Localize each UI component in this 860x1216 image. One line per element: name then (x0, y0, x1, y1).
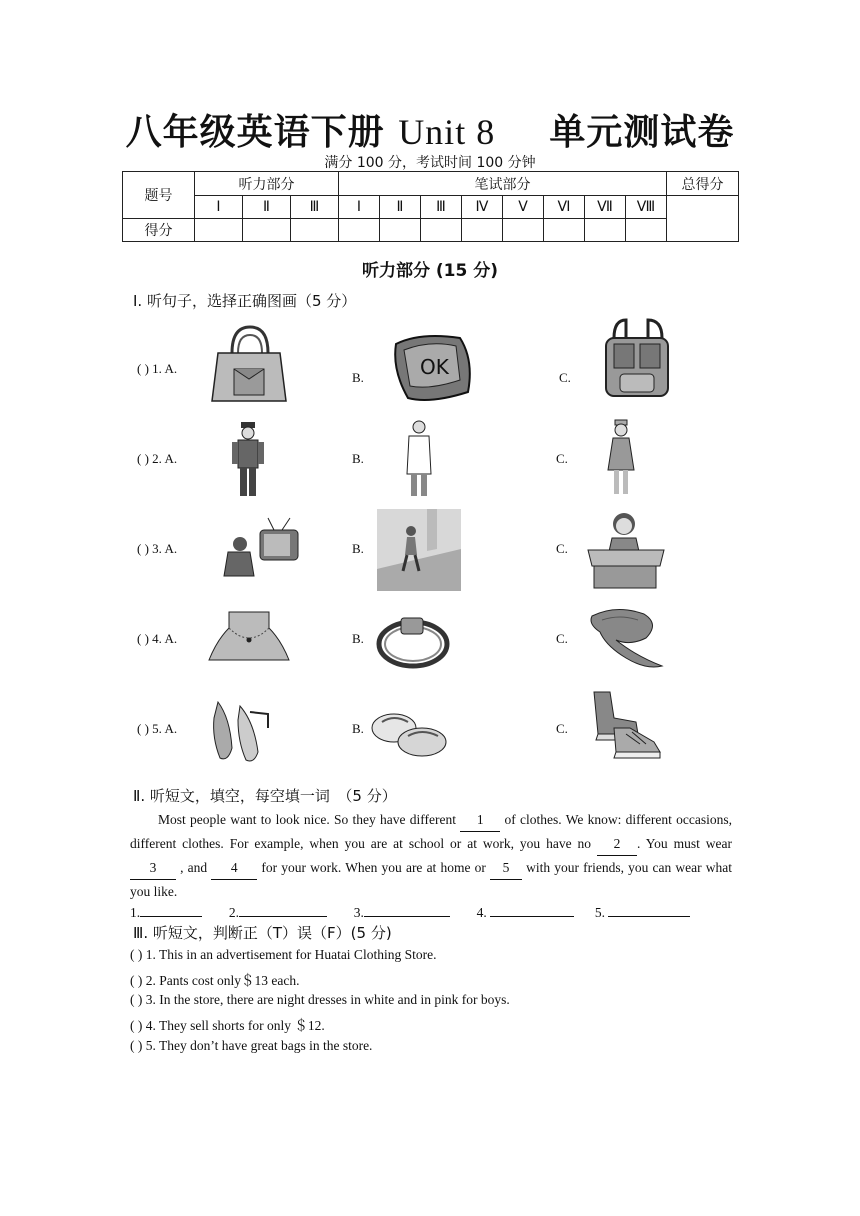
slippers-icon (370, 702, 450, 760)
title-cn2: 单元测试卷 (549, 112, 735, 153)
title-cn1: 八年级英语下册 (125, 112, 385, 153)
score-cell[interactable] (421, 219, 462, 242)
listening-header: 听力部分 (195, 172, 339, 196)
doctor-icon (403, 418, 435, 500)
girl-at-desk-icon (584, 508, 668, 590)
option-b-label: B. (352, 370, 364, 385)
part2-passage (130, 808, 732, 903)
option-b-label: B. (352, 541, 364, 556)
question-4-label: ( ) 4. A. (137, 631, 178, 646)
blank-2[interactable]: 2 (597, 832, 637, 856)
score-cell[interactable] (503, 219, 544, 242)
option-c-label: C. (556, 721, 568, 736)
answer-label: 2. (228, 905, 239, 920)
title-en: Unit 8 (398, 112, 496, 152)
scarf-icon (586, 606, 666, 672)
row-label-score: 得分 (123, 219, 195, 242)
part1-title: Ⅰ. 听句子，选择正确图画（5 分） (133, 292, 357, 310)
tf-item-2[interactable]: ( ) 2. Pants cost only＄13 each. (130, 973, 300, 988)
score-cell[interactable] (291, 219, 339, 242)
necklace-icon (207, 610, 291, 668)
answer-label: 4. (476, 905, 487, 920)
option-c-label: C. (556, 451, 568, 466)
row-label-number: 题号 (123, 172, 195, 219)
passage-text: with your friends, you can wear what you like. (130, 860, 732, 899)
question-3-label: ( ) 3. A. (137, 541, 178, 556)
passage-text: for your work. When you are at home or (257, 860, 490, 875)
score-cell[interactable] (195, 219, 243, 242)
option-b-label: B. (352, 451, 364, 466)
writing-header: 笔试部分 (339, 172, 667, 196)
col-listening-1: Ⅰ (195, 196, 243, 219)
option-c-label: C. (559, 370, 571, 385)
col-writing-4: Ⅳ (462, 196, 503, 219)
col-writing-7: Ⅶ (585, 196, 626, 219)
answer-label: 3. (353, 905, 364, 920)
wallet-icon (390, 330, 476, 406)
svg-text:OK: OK (420, 355, 449, 379)
answer-blank[interactable] (239, 902, 327, 917)
handbag-icon (210, 323, 288, 405)
question-2-label: ( ) 2. A. (137, 451, 178, 466)
passage-text: , and (176, 860, 212, 875)
score-cell[interactable] (380, 219, 421, 242)
answer-label: 1. (130, 905, 141, 920)
answer-line (130, 902, 690, 921)
girl-on-stairs-icon (377, 509, 461, 591)
part3-title: Ⅲ. 听短文，判断正（T）误（F）(5 分) (133, 924, 392, 942)
bracelet-icon (375, 612, 451, 670)
answer-blank[interactable] (140, 902, 202, 917)
question-1-label: ( ) 1. A. (137, 361, 178, 376)
passage-text: of clothes. We know: different occasions, different clothes. For example, when you are at school or at work, you have no (130, 812, 732, 851)
score-table (122, 171, 739, 242)
blank-3[interactable]: 3 (130, 856, 176, 880)
score-cell[interactable] (544, 219, 585, 242)
part2-title: Ⅱ. 听短文，填空，每空填一词 （5 分） (133, 787, 397, 805)
policeman-icon (230, 420, 266, 500)
answer-blank[interactable] (364, 902, 450, 917)
blank-1[interactable]: 1 (460, 808, 500, 832)
page-title (0, 104, 860, 155)
tf-item-3[interactable]: ( ) 3. In the store, there are night dresses in white and in pink for boys. (130, 992, 510, 1007)
high-heels-icon (210, 698, 274, 766)
question-5-label: ( ) 5. A. (137, 721, 178, 736)
tf-item-5[interactable]: ( ) 5. They don’t have great bags in the store. (130, 1038, 373, 1053)
option-c-label: C. (556, 631, 568, 646)
passage-text: Most people want to look nice. So they have different (158, 812, 461, 827)
score-cell[interactable] (339, 219, 380, 242)
option-c-label: C. (556, 541, 568, 556)
blank-4[interactable]: 4 (211, 856, 257, 880)
col-listening-3: Ⅲ (291, 196, 339, 219)
subtitle: 满分 100 分，考试时间 100 分钟 (324, 155, 536, 171)
col-listening-2: Ⅱ (243, 196, 291, 219)
score-cell[interactable] (585, 219, 626, 242)
total-header: 总得分 (667, 172, 739, 196)
total-score-cell[interactable] (667, 196, 739, 242)
answer-label: 5. (594, 905, 605, 920)
col-writing-1: Ⅰ (339, 196, 380, 219)
score-cell[interactable] (243, 219, 291, 242)
col-writing-6: Ⅵ (544, 196, 585, 219)
option-b-label: B. (352, 631, 364, 646)
score-cell[interactable] (462, 219, 503, 242)
passage-text: . You must wear (636, 836, 732, 851)
answer-blank[interactable] (608, 902, 690, 917)
option-b-label: B. (352, 721, 364, 736)
tf-item-4[interactable]: ( ) 4. They sell shorts for only ＄12. (130, 1018, 325, 1033)
watching-tv-icon (218, 516, 304, 582)
score-cell[interactable] (626, 219, 667, 242)
sneakers-icon (588, 688, 664, 760)
nurse-icon (604, 418, 638, 500)
col-writing-2: Ⅱ (380, 196, 421, 219)
col-writing-3: Ⅲ (421, 196, 462, 219)
blank-5[interactable]: 5 (490, 856, 522, 880)
backpack-icon (596, 316, 678, 400)
col-writing-8: Ⅷ (626, 196, 667, 219)
answer-blank[interactable] (490, 902, 574, 917)
tf-item-1[interactable]: ( ) 1. This in an advertisement for Huatai Clothing Store. (130, 947, 437, 962)
section-listening-heading: 听力部分 (15 分) (361, 261, 499, 281)
col-writing-5: Ⅴ (503, 196, 544, 219)
